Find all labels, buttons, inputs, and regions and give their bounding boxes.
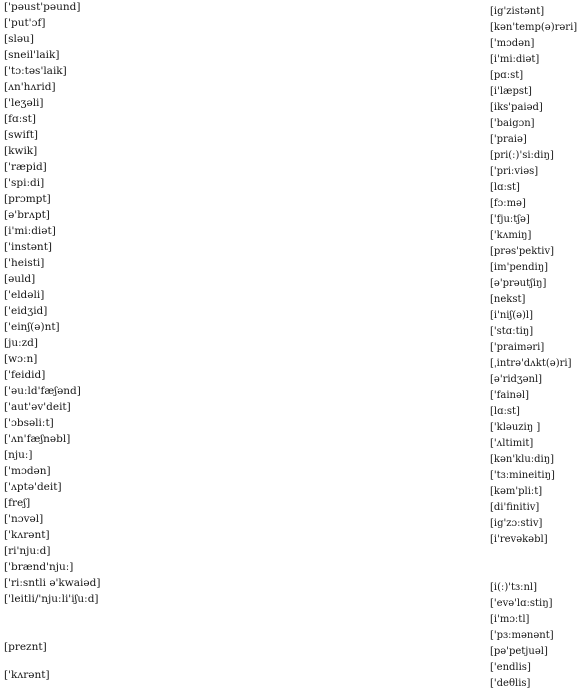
- phonetic-entry: [i'læpst]: [490, 86, 532, 97]
- phonetic-entry: [sləu]: [4, 33, 34, 45]
- phonetic-entry: [njuː]: [4, 449, 33, 461]
- phonetic-entry: ['pɜːmənənt]: [490, 630, 554, 641]
- phonetic-entry: [wɔːn]: [4, 353, 38, 365]
- phonetic-entry: ['tɔːtəs'laik]: [4, 65, 67, 77]
- phonetic-entry: [i(ː)'tɜːnl]: [490, 582, 538, 593]
- phonetic-entry: ['mɔdən]: [4, 465, 51, 477]
- phonetic-entry: [prəs'pektiv]: [490, 246, 555, 257]
- phonetic-entry: [sneil'laik]: [4, 49, 60, 61]
- phonetic-entry: [i'miːdiət]: [490, 54, 540, 65]
- phonetic-entry: [ə'brʌpt]: [4, 209, 50, 221]
- phonetic-entry: ['tɜːmineitiŋ]: [490, 470, 555, 481]
- phonetic-entry: [kən'temp(ə)rəri]: [490, 22, 578, 33]
- phonetic-entry: ['kʌmiŋ]: [490, 230, 532, 241]
- phonetic-entry: [ig'zistənt]: [490, 6, 545, 17]
- phonetic-entry: ['aut'əv'deit]: [4, 401, 71, 413]
- phonetic-entry: [fɔːmə]: [490, 198, 526, 209]
- phonetic-entry: ['kʌrənt]: [4, 669, 50, 681]
- phonetic-entry: ['evə'lɑːstiŋ]: [490, 598, 553, 609]
- phonetic-entry: ['leitli/'njuːli'iʃuːd]: [4, 593, 99, 605]
- phonetic-entry: [lɑːst]: [490, 406, 520, 417]
- phonetic-entry: [im'pendiŋ]: [490, 262, 549, 273]
- phonetic-entry: ['praiə]: [490, 134, 527, 145]
- phonetic-entry: [pɑːst]: [490, 70, 524, 81]
- phonetic-entry: ['stɑːtiŋ]: [490, 326, 534, 337]
- phonetic-entry: ['mɔdən]: [490, 38, 535, 49]
- phonetic-entry: [swift]: [4, 129, 39, 141]
- phonetic-entry: ['ʌn'fæʃnəbl]: [4, 433, 71, 445]
- phonetic-entry: [iks'paiəd]: [490, 102, 543, 113]
- phonetic-entry: ['endlis]: [490, 662, 531, 673]
- phonetic-entry: ['deθlis]: [490, 678, 531, 689]
- phonetic-entry: ['ʌltimit]: [490, 438, 534, 449]
- phonetic-entry: ['kʌrənt]: [4, 529, 50, 541]
- phonetic-entry: ['eldəli]: [4, 289, 45, 301]
- phonetic-entry: ['baigɔn]: [490, 118, 535, 129]
- phonetic-entry: ['nɔvəl]: [4, 513, 44, 525]
- phonetic-entry: ['spiːdi]: [4, 177, 45, 189]
- phonetic-entry: [di'finitiv]: [490, 502, 540, 513]
- phonetic-entry: [kəm'pliːt]: [490, 486, 543, 497]
- phonetic-entry: ['fjuːtʃə]: [490, 214, 530, 225]
- phonetic-entry: [ˌintrə'dʌkt(ə)ri]: [490, 358, 572, 369]
- phonetic-entry: [ə'prəutʃiŋ]: [490, 278, 547, 289]
- phonetic-entry: ['priːviəs]: [490, 166, 539, 177]
- phonetic-entry: ['ʌptə'deit]: [4, 481, 62, 493]
- phonetic-entry: [prɔmpt]: [4, 193, 51, 205]
- phonetic-entry: ['einʃ(ə)nt]: [4, 321, 60, 333]
- phonetic-entry: [ri'njuːd]: [4, 545, 51, 557]
- phonetic-entry: ['put'ɔf]: [4, 17, 46, 29]
- phonetic-entry: [i'miːdiət]: [4, 225, 56, 237]
- phonetic-entry: [kwik]: [4, 145, 38, 157]
- phonetic-entry: [ʌn'hʌrid]: [4, 81, 56, 93]
- phonetic-entry: [əuld]: [4, 273, 36, 285]
- phonetic-entry: ['leʒəli]: [4, 97, 44, 109]
- phonetic-entry: [i'mɔːtl]: [490, 614, 530, 625]
- phonetic-entry: [fɑːst]: [4, 113, 36, 125]
- phonetic-entry: [i'niʃ(ə)l]: [490, 310, 534, 321]
- phonetic-entry: ['heisti]: [4, 257, 45, 269]
- phonetic-entry: ['ɔbsəliːt]: [4, 417, 54, 429]
- phonetic-entry: ['brænd'njuː]: [4, 561, 74, 573]
- phonetic-entry: ['əuːld'fæʃənd]: [4, 385, 81, 397]
- phonetic-entry: ['praiməri]: [490, 342, 545, 353]
- phonetic-entry: [kən'kluːdiŋ]: [490, 454, 555, 465]
- phonetic-entry: [ə'ridʒənl]: [490, 374, 543, 385]
- phonetic-entry: ['feidid]: [4, 369, 46, 381]
- phonetic-entry: [pri(ː)'siːdiŋ]: [490, 150, 554, 161]
- phonetic-entry: ['ræpid]: [4, 161, 47, 173]
- phonetic-entry: ['riːsntli ə'kwaiəd]: [4, 577, 101, 589]
- phonetic-entry: ['kləuziŋ ]: [490, 422, 541, 433]
- phonetic-entry: ['instənt]: [4, 241, 53, 253]
- phonetic-entry: [pə'petjuəl]: [490, 646, 548, 657]
- phonetic-entry: [lɑːst]: [490, 182, 520, 193]
- phonetic-entry: ['pəust'pəund]: [4, 1, 81, 13]
- phonetic-entry: [nekst]: [490, 294, 526, 305]
- phonetic-entry: [preznt]: [4, 641, 47, 653]
- phonetic-entry: [ig'zɔːstiv]: [490, 518, 543, 529]
- phonetic-entry: [juːzd]: [4, 337, 39, 349]
- phonetic-entry: [freʃ]: [4, 497, 31, 509]
- phonetic-entry: [i'revəkəbl]: [490, 534, 548, 545]
- phonetic-entry: ['eidʒid]: [4, 305, 48, 317]
- phonetic-entry: ['fainəl]: [490, 390, 529, 401]
